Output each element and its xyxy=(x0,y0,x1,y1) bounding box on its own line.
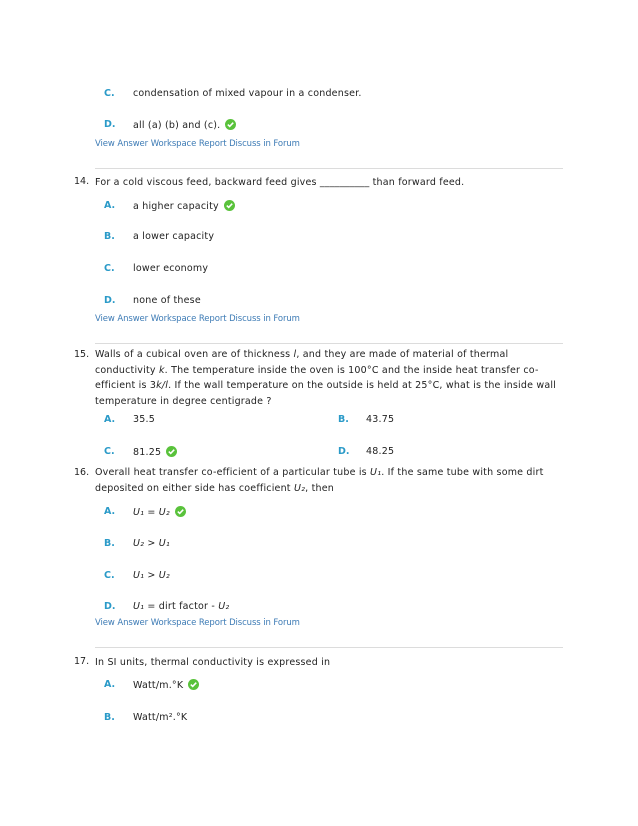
question-text: Walls of a cubical oven are of thickness l, and they are made of material of thermal conductivity k. The temperature inside the oven is 100°C and the inside heat transfer co-efficient is 3k/l. If the wall temperature on the outside is held at 25°C, what is the inside wall temperature in degree centigrade ? xyxy=(95,349,557,407)
workspace-link[interactable]: Workspace xyxy=(150,314,197,324)
correct-check-icon xyxy=(225,119,236,130)
discuss-link[interactable]: Discuss in Forum xyxy=(229,618,300,628)
option-text xyxy=(133,446,177,458)
workspace-link[interactable]: Workspace xyxy=(150,139,197,149)
correct-check-icon xyxy=(175,506,186,517)
option-text: 48.25 xyxy=(366,446,395,457)
option-text xyxy=(133,119,236,131)
option-letter: D. xyxy=(104,601,116,612)
option-letter: C. xyxy=(104,88,115,99)
option-letter: D. xyxy=(338,446,350,457)
option-letter: B. xyxy=(104,712,115,723)
option-label: 81.25 xyxy=(133,447,162,458)
option-text: U₁ = U₂ xyxy=(133,506,186,518)
divider xyxy=(95,343,563,344)
divider xyxy=(95,647,563,648)
correct-check-icon xyxy=(188,679,199,690)
option-text: 35.5 xyxy=(133,414,155,425)
view-answer-link[interactable]: View Answer xyxy=(95,139,149,149)
discuss-link[interactable]: Discuss in Forum xyxy=(229,314,300,324)
option-text xyxy=(133,679,199,691)
workspace-link[interactable]: Workspace xyxy=(150,618,197,628)
option-letter: D. xyxy=(104,119,116,130)
option-label: all (a) (b) and (c). xyxy=(133,120,221,131)
option-letter: D. xyxy=(104,295,116,306)
question-text: For a cold viscous feed, backward feed gives __________ than forward feed. xyxy=(95,177,465,188)
option-letter: C. xyxy=(104,570,115,581)
view-answer-link[interactable]: View Answer xyxy=(95,314,149,324)
report-link[interactable]: Report xyxy=(198,314,227,324)
question-number: 16. xyxy=(74,467,90,478)
option-letter: A. xyxy=(104,679,116,690)
option-letter: C. xyxy=(104,446,115,457)
question-actions xyxy=(95,139,300,149)
option-text: condensation of mixed vapour in a condenser. xyxy=(133,88,362,99)
correct-check-icon xyxy=(166,446,177,457)
question-number: 14. xyxy=(74,176,90,187)
option-label: Watt/m.°K xyxy=(133,680,184,691)
view-answer-link[interactable]: View Answer xyxy=(95,618,149,628)
option-text xyxy=(133,200,235,212)
option-text: none of these xyxy=(133,295,201,306)
option-text: U₂ > U₁ xyxy=(133,538,170,549)
option-text: lower economy xyxy=(133,263,209,274)
question-number: 15. xyxy=(74,349,90,360)
option-letter: A. xyxy=(104,506,116,517)
option-letter: B. xyxy=(338,414,349,425)
option-letter: A. xyxy=(104,414,116,425)
question-actions xyxy=(95,314,300,324)
option-letter: A. xyxy=(104,200,116,211)
option-label: a higher capacity xyxy=(133,201,219,212)
option-text: 43.75 xyxy=(366,414,395,425)
option-text: Watt/m².°K xyxy=(133,712,188,723)
question-text: Overall heat transfer co-efficient of a particular tube is U₁. If the same tube with some dirt deposited on either side has coefficient U₂, then xyxy=(95,467,544,494)
option-letter: B. xyxy=(104,231,115,242)
question-actions xyxy=(95,618,300,628)
option-text: U₁ = dirt factor - U₂ xyxy=(133,601,230,612)
question-text: In SI units, thermal conductivity is expressed in xyxy=(95,657,331,668)
correct-check-icon xyxy=(224,200,235,211)
option-text: a lower capacity xyxy=(133,231,215,242)
option-letter: C. xyxy=(104,263,115,274)
option-text: U₁ > U₂ xyxy=(133,570,170,581)
question-number: 17. xyxy=(74,656,90,667)
divider xyxy=(95,168,563,169)
report-link[interactable]: Report xyxy=(198,139,227,149)
discuss-link[interactable]: Discuss in Forum xyxy=(229,139,300,149)
report-link[interactable]: Report xyxy=(198,618,227,628)
option-letter: B. xyxy=(104,538,115,549)
